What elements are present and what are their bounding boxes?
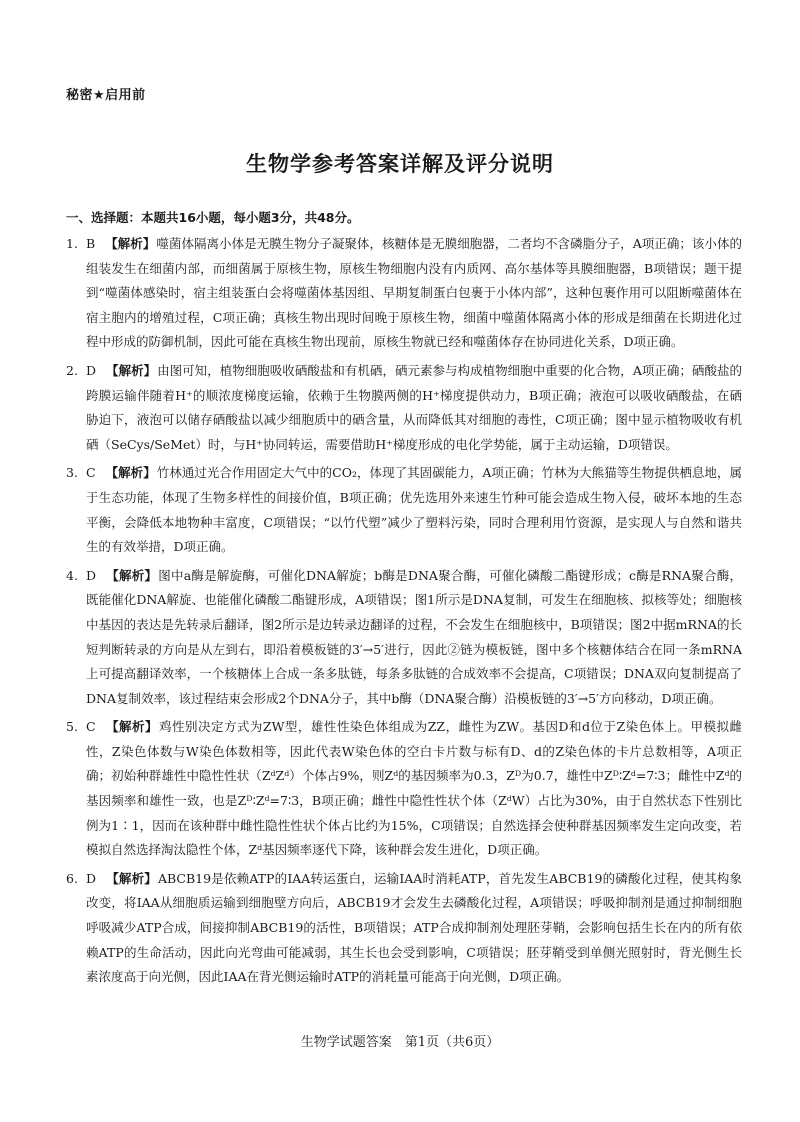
answer-letter: B	[86, 236, 96, 251]
question-number: 5.	[66, 719, 78, 735]
answer-letter: D	[86, 870, 97, 886]
answer-item-6	[66, 867, 742, 990]
page-footer: 生物学试题答案 第1页（共6页）	[300, 1035, 500, 1050]
answer-letter: C	[86, 465, 96, 481]
answer-body	[86, 867, 742, 990]
analysis-text: 竹林通过光合作用固定大气中的CO₂，体现了其固碳能力，A项正确；竹林为大熊猫等生物提供栖息地，属于生态功能，体现了生物多样性的间接价值，B项正确；优先选用外来速生竹种可能会造成生物入侵，破坏本地的生态平衡，会降低本地物种丰富度，C项错误；“以竹代塑”减少了塑料污染，同时合理利用竹资源，是实现人与自然和谐共生的有效举措，D项正确。	[86, 465, 742, 555]
analysis-text: 由图可知，植物细胞吸收硒酸盐和有机硒，硒元素参与构成植物细胞中重要的化合物，A项正确；硒酸盐的跨膜运输伴随着H⁺的顺浓度梯度运输，依赖于生物膜两侧的H⁺梯度提供动力，B项正确；液泡可以吸收硒酸盐，在硒胁迫下，液泡可以储存硒酸盐以减少细胞质中的硒含量，从而降低其对细胞的毒性，C项正确；图中显示植物吸收有机硒（SeCys/SeMet）时，与H⁺协同转运，需要借助H⁺梯度形成的电化学势能，属于主动运输，D项错误。	[86, 362, 742, 452]
answer-letter: D	[86, 567, 97, 583]
answer-item-5	[66, 715, 742, 863]
answer-body	[86, 359, 742, 457]
analysis-tag: 【解析】	[105, 236, 156, 251]
analysis-text: 鸡性别决定方式为ZW型，雄性性染色体组成为ZZ，雌性为ZW。基因D和d位于Z染色体上。甲模拟雌性，Z染色体数与W染色体数相等，因此代表W染色体的空白卡片数与标有D、d的Z染色体的卡片总数相等，A项正确；初始种群雄性中隐性性状（ZᵈZᵈ）个体占9%，则Zᵈ的基因频率为0.3，Zᴰ为0.7，雄性中Zᴰ∶Zᵈ=7∶3；雌性中Zᵈ的基因频率和雄性一致，也是Zᴰ∶Zᵈ=7∶3，B项正确；雌性中隐性性状个体（ZᵈW）占比为30%，由于自然状态下性别比例为1∶1，因而在该种群中雌性隐性性状个体占比约为15%，C项错误；自然选择会使种群基因频率发生定向改变，若模拟自然选择淘汰隐性个体，Zᵈ基因频率逐代下降，该种群会发生进化，D项正确。	[86, 719, 742, 858]
answer-item-2	[66, 359, 742, 457]
analysis-text: 图中a酶是解旋酶，可催化DNA解旋；b酶是DNA聚合酶，可催化磷酸二酯键形成；c酶是RNA聚合酶，既能催化DNA解旋、也能催化磷酸二酯键形成，A项错误；图1所示是DNA复制，可发生在细胞核、拟核等处；细胞核中基因的表达是先转录后翻译，图2所示是边转录边翻译的过程，不会发生在细胞核中，B项错误；图2中据mRNA的长短判断转录的方向是从左到右，即沿着模板链的3′→5′进行，因此②链为模板链，图中多个核糖体结合在同一条mRNA上可提高翻译效率，一个核糖体上合成一条多肽链，每条多肽链的合成效率不会提高，C项错误；DNA双向复制提高了DNA复制效率，该过程结束会形成2个DNA分子，其中b酶（DNA聚合酶）沿模板链的3′→5′方向移动，D项正确。	[86, 567, 742, 706]
question-number: 1.	[66, 236, 78, 251]
question-number: 4.	[66, 567, 78, 583]
answer-body	[86, 232, 742, 355]
answer-list	[66, 232, 742, 994]
analysis-tag: 【解析】	[105, 465, 156, 481]
confidential-label: 秘密★启用前	[66, 88, 146, 103]
page-title: 生物学参考答案详解及评分说明	[246, 152, 554, 176]
section-heading: 一、选择题：本题共16小题，每小题3分，共48分。	[66, 210, 360, 225]
analysis-text: ABCB19是依赖ATP的IAA转运蛋白，运输IAA时消耗ATP，首先发生ABCB19的磷酸化过程，使其构象改变，将IAA从细胞质运输到细胞壁方向后，ABCB19才会发生去磷酸化过程，A项错误；呼吸抑制剂是通过抑制细胞呼吸减少ATP合成，间接抑制ABCB19的活性，B项错误；ATP合成抑制剂处理胚芽鞘，会影响包括生长在内的所有依赖ATP的生命活动，因此向光弯曲可能减弱，其生长也会受到影响，C项错误；胚芽鞘受到单侧光照射时，背光侧生长素浓度高于向光侧，因此IAA在背光侧运输时ATP的消耗量可能高于向光侧，D项正确。	[86, 870, 742, 985]
answer-body	[86, 715, 742, 863]
question-number: 6.	[66, 870, 78, 886]
analysis-tag: 【解析】	[106, 362, 157, 378]
answer-body	[86, 564, 742, 712]
analysis-text: 噬菌体隔离小体是无膜生物分子凝聚体，核糖体是无膜细胞器，二者均不含磷脂分子，A项正确；该小体的组装发生在细菌内部，而细菌属于原核生物，原核生物细胞内没有内质网、高尔基体等具膜细胞器，B项错误；题干提到“噬菌体感染时，宿主组装蛋白会将噬菌体基因组、早期复制蛋白包裹于小体内部”，这种包裹作用可以阻断噬菌体在宿主胞内的增殖过程，C项正确；真核生物出现时间晚于原核生物，细菌中噬菌体隔离小体的形成是细菌在长期进化过程中形成的防御机制，因此可能在真核生物出现前，原核生物就已经和噬菌体存在协同进化关系，D项正确。	[86, 236, 742, 350]
answer-item-4	[66, 564, 742, 712]
question-number: 3.	[66, 465, 78, 481]
analysis-tag: 【解析】	[105, 719, 159, 735]
answer-item-1	[66, 232, 742, 355]
analysis-tag: 【解析】	[106, 870, 157, 886]
answer-letter: C	[86, 719, 96, 735]
answer-body	[86, 461, 742, 559]
answer-item-3	[66, 461, 742, 559]
question-number: 2.	[66, 362, 78, 378]
answer-letter: D	[86, 362, 97, 378]
analysis-tag: 【解析】	[106, 567, 158, 583]
